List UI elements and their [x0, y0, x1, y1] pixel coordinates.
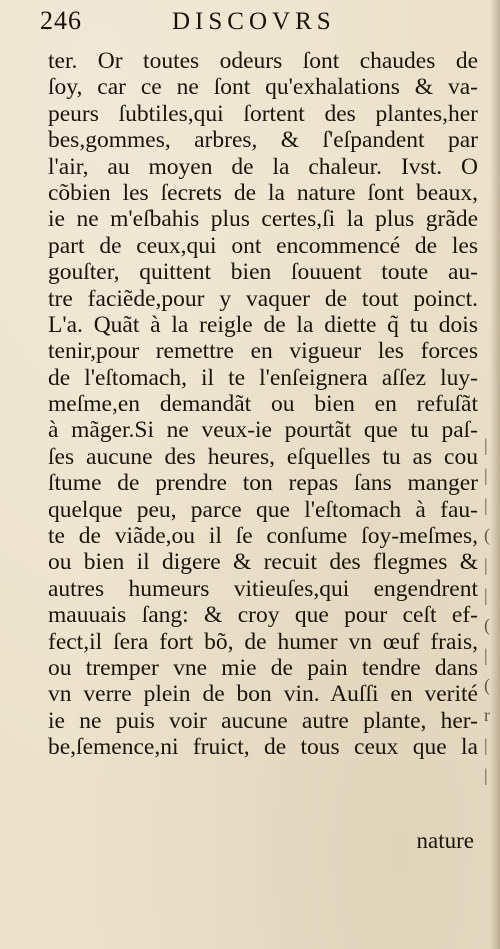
running-head: DISCOVRS: [172, 8, 336, 35]
margin-mark: |: [484, 495, 488, 515]
text-line: tre faciẽde,pour y vaquer de tout poinct.: [48, 285, 478, 312]
text-line: mauuais ſang: & croy que pour ceſt ef-: [48, 602, 478, 629]
text-line: gouſter, quittent bien ſouuent toute au-: [48, 259, 478, 286]
margin-mark: |: [484, 555, 488, 575]
margin-mark: r: [484, 705, 490, 725]
margin-mark: |: [484, 765, 488, 785]
text-line: peurs ſubtiles,qui ſortent des plantes,her: [48, 100, 478, 127]
text-line: ter. Or toutes odeurs ſont chaudes de: [48, 48, 478, 74]
margin-mark: |: [484, 465, 488, 485]
body-text: [48, 48, 478, 761]
text-line: l'air, au moyen de la chaleur. Ivst. O: [48, 153, 478, 180]
text-line: tenir,pour remettre en vigueur les forces: [48, 338, 478, 365]
text-line: ſtume de prendre ton repas ſans manger: [48, 470, 478, 497]
text-line: ſes aucune des heures, eſquelles tu as cou: [48, 443, 478, 470]
text-line: part de ceux,qui ont encommencé de les: [48, 232, 478, 259]
text-line: ie ne puis voir aucune autre plante, her-: [48, 707, 478, 734]
margin-mark: (: [484, 525, 490, 545]
text-line: meſme,en demandãt ou bien en refuſãt: [48, 391, 478, 418]
text-line: quelque peu, parce que l'eſtomach à fau-: [48, 496, 478, 523]
text-line: cõbien les ſecrets de la nature ſont beaux,: [48, 179, 478, 206]
text-line: L'a. Quãt à la reigle de la diette q̃ tu dois: [48, 311, 478, 338]
page-edge-shadow: [490, 0, 500, 949]
text-line: bes,gommes, arbres, & ſ'eſpandent par: [48, 127, 478, 154]
text-line: autres humeurs vitieuſes,qui engendrent: [48, 575, 478, 602]
text-line: fect,il ſera fort bõ, de humer vn œuf frais,: [48, 628, 478, 655]
page-number: 246: [40, 6, 82, 35]
margin-mark: |: [484, 735, 488, 755]
text-line: be,ſemence,ni fruict, de tous ceux que la: [48, 734, 478, 761]
text-line: ou bien il digere & recuit des flegmes &: [48, 549, 478, 576]
text-line: ou tremper vne mie de pain tendre dans: [48, 654, 478, 681]
margin-mark: (: [484, 615, 490, 635]
margin-mark: |: [484, 585, 488, 605]
text-line: vn verre plein de bon vin. Auſſi en verité: [48, 681, 478, 708]
text-line: de l'eſtomach, il te l'enſeignera aſſez luy-: [48, 364, 478, 391]
margin-mark: |: [484, 435, 488, 455]
text-line: te de viãde,ou il ſe conſume ſoy-meſmes,: [48, 523, 478, 550]
catchword: nature: [416, 828, 474, 853]
text-line: ie ne m'eſbahis plus certes,ſi la plus grãde: [48, 206, 478, 233]
margin-mark: (: [484, 675, 490, 695]
margin-mark: |: [484, 645, 488, 665]
text-line: à mãger.Si ne veux-ie pourtãt que tu paſ-: [48, 417, 478, 444]
text-line: ſoy, car ce ne ſont qu'exhalations & va-: [48, 74, 478, 101]
page-header: [40, 6, 460, 40]
